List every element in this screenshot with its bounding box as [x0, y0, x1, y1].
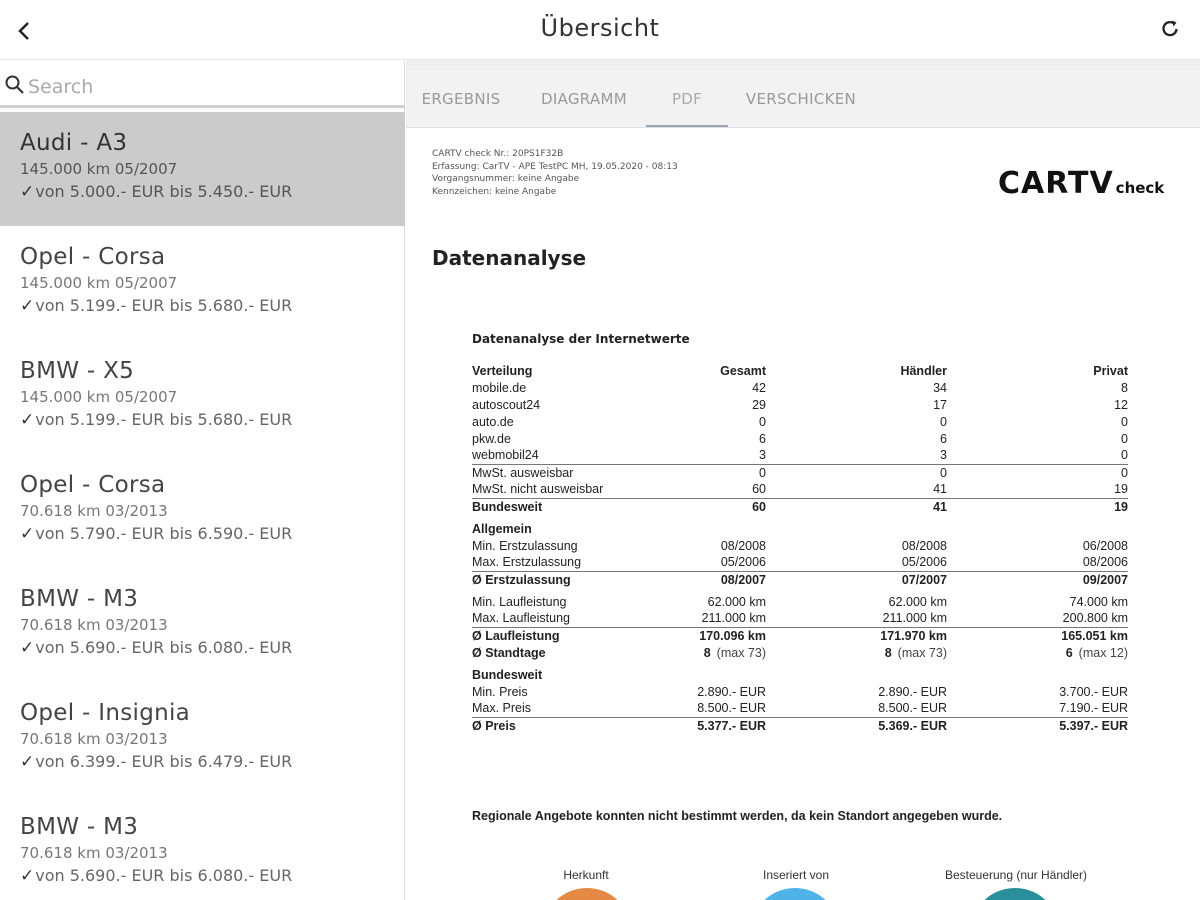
row-label: [472, 464, 652, 481]
cell-value: 74.000 km: [1069, 595, 1128, 609]
cell-value: 8.500.- EUR: [878, 701, 947, 716]
checkmark-icon: ✓: [20, 866, 35, 886]
cell-value: 7.190.- EUR: [1059, 701, 1128, 716]
table-cell: [652, 379, 766, 396]
table-cell: [947, 464, 1128, 481]
table-cell: [652, 430, 766, 447]
pie-label-inseriert: Inseriert von: [762, 868, 830, 882]
row-label: [472, 537, 652, 554]
cell-value: 5.377.- EUR: [697, 718, 766, 733]
table-cell: [652, 644, 766, 661]
cell-value: pkw.de: [472, 431, 511, 446]
table-cell: [947, 683, 1128, 700]
table-cell: [947, 571, 1128, 588]
vehicle-mileage-date: 70.618 km 03/2013: [20, 502, 168, 520]
cell-value: MwSt. ausweisbar: [472, 465, 574, 480]
cell-value: 12: [1114, 397, 1128, 412]
column-header: Gesamt: [720, 363, 766, 378]
vehicle-title: BMW - X5: [20, 358, 135, 384]
cell-value: 42: [752, 380, 766, 395]
table-cell: [947, 588, 1128, 610]
cell-value: Ø Erstzulassung: [472, 572, 571, 587]
table-cell: [947, 537, 1128, 554]
price-text: von 5.199.- EUR bis 5.680.- EUR: [35, 296, 293, 315]
column-header: Händler: [900, 363, 947, 378]
row-label: [472, 515, 652, 537]
column-header: Verteilung: [472, 363, 533, 378]
row-label: [472, 554, 652, 571]
table-cell: [766, 661, 947, 683]
row-label: [472, 571, 652, 588]
table-cell: [947, 717, 1128, 734]
cell-value: 08/2008: [720, 538, 766, 553]
cell-value: MwSt. nicht ausweisbar: [472, 482, 604, 497]
table-row: [472, 498, 1128, 515]
cell-value: 62.000 km: [888, 595, 947, 609]
search-input[interactable]: [28, 72, 388, 102]
tab-verschicken[interactable]: VERSCHICKEN: [745, 90, 857, 108]
table-cell: [947, 554, 1128, 571]
table-cell: [652, 413, 766, 430]
table-cell: [766, 481, 947, 498]
cell-value: autoscout24: [472, 397, 541, 412]
table-cell: [947, 627, 1128, 644]
table-cell: [947, 447, 1128, 464]
table-row: [472, 627, 1128, 644]
table-header-row: [472, 362, 1128, 379]
table-row: [472, 537, 1128, 554]
tab-bar: [406, 70, 1200, 128]
vehicle-mileage-date: 70.618 km 03/2013: [20, 730, 168, 748]
vehicle-title: BMW - M3: [20, 814, 139, 840]
cell-value: 165.051 km: [1061, 628, 1128, 643]
logo-sub: check: [1115, 179, 1165, 197]
table-cell: [652, 515, 766, 537]
max-value: (max 12): [1078, 645, 1128, 660]
table-cell: [766, 379, 947, 396]
row-label: [472, 481, 652, 498]
cell-value: 6: [1065, 645, 1073, 660]
cell-value: Min. Preis: [472, 684, 528, 699]
cell-value: Bundesweit: [472, 668, 543, 682]
cell-value: 19: [1114, 482, 1128, 497]
vehicle-title: Opel - Corsa: [20, 472, 166, 498]
table-cell: [766, 644, 947, 661]
table-cell: [766, 717, 947, 734]
cell-value: Min. Erstzulassung: [472, 538, 578, 553]
cell-value: 05/2006: [901, 555, 947, 570]
cell-value: 17: [933, 397, 947, 412]
cell-value: Max. Preis: [472, 701, 532, 716]
tab-pdf[interactable]: PDF: [646, 70, 728, 127]
cell-value: mobile.de: [472, 380, 527, 395]
cell-value: 8.500.- EUR: [697, 701, 766, 716]
cell-value: Ø Preis: [472, 718, 516, 733]
table-cell: [652, 610, 766, 627]
table-cell: [947, 661, 1128, 683]
table-cell: [766, 430, 947, 447]
meta-line: Erfassung: CarTV - APE TestPC MH, 19.05.2020 - 08:13: [432, 161, 678, 172]
analysis-table: [472, 362, 1128, 734]
cell-value: webmobil24: [472, 448, 539, 463]
table-row: [472, 379, 1128, 396]
cell-value: Bundesweit: [472, 499, 543, 514]
meta-line: CARTV check Nr.: 20PS1F32B: [432, 149, 564, 159]
table-cell: [766, 498, 947, 515]
cell-value: 08/2008: [901, 538, 947, 553]
vehicle-price-range: [20, 638, 405, 658]
row-label: [472, 717, 652, 734]
table-row: [472, 588, 1128, 610]
price-text: von 5.690.- EUR bis 6.080.- EUR: [35, 866, 293, 885]
table-cell: [652, 498, 766, 515]
vehicle-mileage-date: 70.618 km 03/2013: [20, 844, 168, 862]
vehicle-list: [0, 112, 405, 900]
table-cell: [766, 683, 947, 700]
max-value: (max 73): [897, 645, 947, 660]
vehicle-mileage-date: 145.000 km 05/2007: [20, 388, 178, 406]
table-row: [472, 430, 1128, 447]
max-value: (max 73): [716, 645, 766, 660]
cartv-logo: [998, 166, 1164, 201]
vehicle-mileage-date: 145.000 km 05/2007: [20, 160, 178, 178]
column-header: Privat: [1093, 363, 1128, 378]
checkmark-icon: ✓: [20, 296, 35, 316]
vehicle-title: BMW - M3: [20, 586, 139, 612]
page-title: Übersicht: [540, 14, 660, 42]
table-cell: [766, 413, 947, 430]
cell-value: 170.096 km: [699, 628, 766, 643]
cell-value: Allgemein: [472, 522, 532, 536]
cell-value: 8: [884, 645, 892, 660]
row-label: [472, 379, 652, 396]
cell-value: 0: [759, 465, 766, 480]
vehicle-list-item[interactable]: [0, 568, 405, 682]
cell-value: 211.000 km: [701, 611, 766, 626]
cell-value: 8: [1121, 380, 1128, 395]
cell-value: 0: [759, 414, 766, 429]
section-title: Datenanalyse der Internetwerte: [472, 332, 690, 346]
table-row: [472, 717, 1128, 734]
table-cell: [766, 554, 947, 571]
cell-value: 05/2006: [720, 555, 766, 570]
cell-value: Min. Laufleistung: [472, 595, 567, 609]
checkmark-icon: ✓: [20, 524, 35, 544]
cell-value: 211.000 km: [882, 611, 947, 626]
vehicle-list-item[interactable]: [0, 226, 405, 340]
table-cell: [652, 464, 766, 481]
refresh-button[interactable]: [1158, 16, 1182, 42]
table-cell: [652, 571, 766, 588]
table-cell: [947, 515, 1128, 537]
cell-value: 41: [933, 482, 947, 497]
regional-note: Regionale Angebote konnten nicht bestimmt werden, da kein Standort angegeben wurde.: [472, 809, 1003, 823]
checkmark-icon: ✓: [20, 182, 35, 202]
vehicle-sidebar: [0, 60, 405, 900]
cell-value: 0: [1121, 431, 1128, 446]
vehicle-list-item[interactable]: [0, 796, 405, 900]
row-label: [472, 661, 652, 683]
row-label: [472, 430, 652, 447]
cell-value: 6: [759, 431, 766, 446]
table-row: [472, 610, 1128, 627]
pie-label-herkunft: Herkunft: [563, 868, 609, 882]
vehicle-mileage-date: 70.618 km 03/2013: [20, 616, 168, 634]
table-row: [472, 644, 1128, 661]
search-icon: [4, 74, 26, 96]
table-cell: [652, 661, 766, 683]
table-row: [472, 700, 1128, 717]
search-bar: [0, 68, 405, 108]
vehicle-price-range: [20, 296, 405, 316]
table-cell: [652, 700, 766, 717]
row-label: [472, 396, 652, 413]
table-cell: [766, 700, 947, 717]
refresh-icon: [1159, 18, 1181, 40]
cell-value: 0: [1121, 448, 1128, 463]
cell-value: 2.890.- EUR: [697, 684, 766, 699]
vehicle-price-range: [20, 752, 405, 772]
table-cell: [652, 627, 766, 644]
checkmark-icon: ✓: [20, 410, 35, 430]
table-row: [472, 571, 1128, 588]
table-cell: [766, 464, 947, 481]
row-label: [472, 627, 652, 644]
table-cell: [766, 588, 947, 610]
table-row: [472, 413, 1128, 430]
cell-value: auto.de: [472, 414, 514, 429]
vehicle-title: Opel - Corsa: [20, 244, 166, 270]
row-label: [472, 588, 652, 610]
table-row: [472, 554, 1128, 571]
vehicle-list-item[interactable]: [0, 112, 405, 226]
table-row: [472, 481, 1128, 498]
row-label: [472, 700, 652, 717]
table-cell: [652, 717, 766, 734]
cell-value: 8: [703, 645, 711, 660]
tab-diagramm[interactable]: DIAGRAMM: [541, 90, 627, 108]
cell-value: 07/2007: [901, 572, 947, 587]
cell-value: 2.890.- EUR: [878, 684, 947, 699]
price-text: von 5.690.- EUR bis 6.080.- EUR: [35, 638, 293, 657]
cell-value: Ø Standtage: [472, 645, 546, 660]
row-label: [472, 447, 652, 464]
cell-value: 29: [752, 397, 766, 412]
table-cell: [947, 610, 1128, 627]
document-heading: Datenanalyse: [432, 246, 587, 270]
cell-value: 06/2008: [1082, 538, 1128, 553]
cell-value: Max. Laufleistung: [472, 611, 570, 626]
tab-ergebnis[interactable]: ERGEBNIS: [421, 90, 501, 108]
vehicle-title: Opel - Insignia: [20, 700, 191, 726]
vehicle-list-item[interactable]: [0, 454, 405, 568]
top-bar: [0, 0, 1200, 60]
table-cell: [652, 683, 766, 700]
vehicle-price-range: [20, 866, 405, 886]
cell-value: Max. Erstzulassung: [472, 555, 582, 570]
pie-chart-besteuerung: [970, 888, 1060, 900]
cell-value: 3: [759, 448, 766, 463]
table-row: [472, 464, 1128, 481]
cell-value: 0: [1121, 465, 1128, 480]
table-cell: [652, 554, 766, 571]
cell-value: 62.000 km: [707, 595, 766, 609]
cell-value: 6: [940, 431, 947, 446]
row-label: [472, 610, 652, 627]
cell-value: Ø Laufleistung: [472, 628, 560, 643]
row-label: [472, 644, 652, 661]
table-cell: [766, 627, 947, 644]
table-cell: [766, 571, 947, 588]
cell-value: 200.800 km: [1062, 611, 1128, 626]
cell-value: 0: [1121, 414, 1128, 429]
table-cell: [947, 379, 1128, 396]
table-cell: [652, 537, 766, 554]
table-cell: [947, 700, 1128, 717]
cell-value: 08/2006: [1082, 555, 1128, 570]
table-row: [472, 396, 1128, 413]
table-cell: [766, 537, 947, 554]
table-row: [472, 515, 1128, 537]
checkmark-icon: ✓: [20, 752, 35, 772]
table-row: [472, 661, 1128, 683]
table-cell: [947, 644, 1128, 661]
table-cell: [652, 481, 766, 498]
cell-value: 0: [940, 465, 947, 480]
row-label: [472, 498, 652, 515]
table-cell: [652, 588, 766, 610]
cell-value: 08/2007: [720, 572, 766, 587]
price-text: von 5.000.- EUR bis 5.450.- EUR: [35, 182, 293, 201]
meta-line: Vorgangsnummer: keine Angabe: [432, 174, 580, 184]
cell-value: 3.700.- EUR: [1059, 684, 1128, 699]
logo-main: CARTV: [998, 166, 1114, 201]
table-cell: [947, 430, 1128, 447]
table-cell: [947, 481, 1128, 498]
cell-value: 60: [752, 482, 766, 497]
cell-value: 19: [1114, 499, 1128, 514]
pdf-document: [406, 128, 1200, 900]
row-label: [472, 413, 652, 430]
price-text: von 5.199.- EUR bis 5.680.- EUR: [35, 410, 293, 429]
table-cell: [947, 413, 1128, 430]
table-cell: [766, 610, 947, 627]
price-text: von 5.790.- EUR bis 6.590.- EUR: [35, 524, 293, 543]
cell-value: 41: [933, 499, 947, 514]
main-panel: [406, 60, 1200, 900]
vehicle-title: Audi - A3: [20, 130, 128, 156]
cell-value: 09/2007: [1082, 572, 1128, 587]
cell-value: 0: [940, 414, 947, 429]
meta-line: Kennzeichen: keine Angabe: [432, 186, 557, 197]
table-row: [472, 447, 1128, 464]
pie-chart-inseriert: [750, 888, 840, 900]
vehicle-price-range: [20, 410, 405, 430]
vehicle-price-range: [20, 182, 405, 202]
table-cell: [947, 396, 1128, 413]
table-cell: [947, 498, 1128, 515]
checkmark-icon: ✓: [20, 638, 35, 658]
cell-value: 5.369.- EUR: [878, 718, 947, 733]
cell-value: 3: [940, 448, 947, 463]
table-cell: [766, 447, 947, 464]
table-cell: [766, 515, 947, 537]
row-label: [472, 683, 652, 700]
table-cell: [766, 396, 947, 413]
table-row: [472, 683, 1128, 700]
cell-value: 171.970 km: [880, 628, 947, 643]
table-cell: [652, 396, 766, 413]
pie-chart-herkunft: [542, 888, 632, 900]
vehicle-list-item[interactable]: [0, 340, 405, 454]
pie-label-besteuerung: Besteuerung (nur Händler): [944, 868, 1088, 882]
vehicle-price-range: [20, 524, 405, 544]
vehicle-mileage-date: 145.000 km 05/2007: [20, 274, 178, 292]
cell-value: 34: [933, 380, 947, 395]
cell-value: 60: [752, 499, 766, 514]
table-cell: [652, 447, 766, 464]
document-meta: [432, 148, 678, 198]
vehicle-list-item[interactable]: [0, 682, 405, 796]
cell-value: 5.397.- EUR: [1059, 718, 1128, 733]
price-text: von 6.399.- EUR bis 6.479.- EUR: [35, 752, 293, 771]
